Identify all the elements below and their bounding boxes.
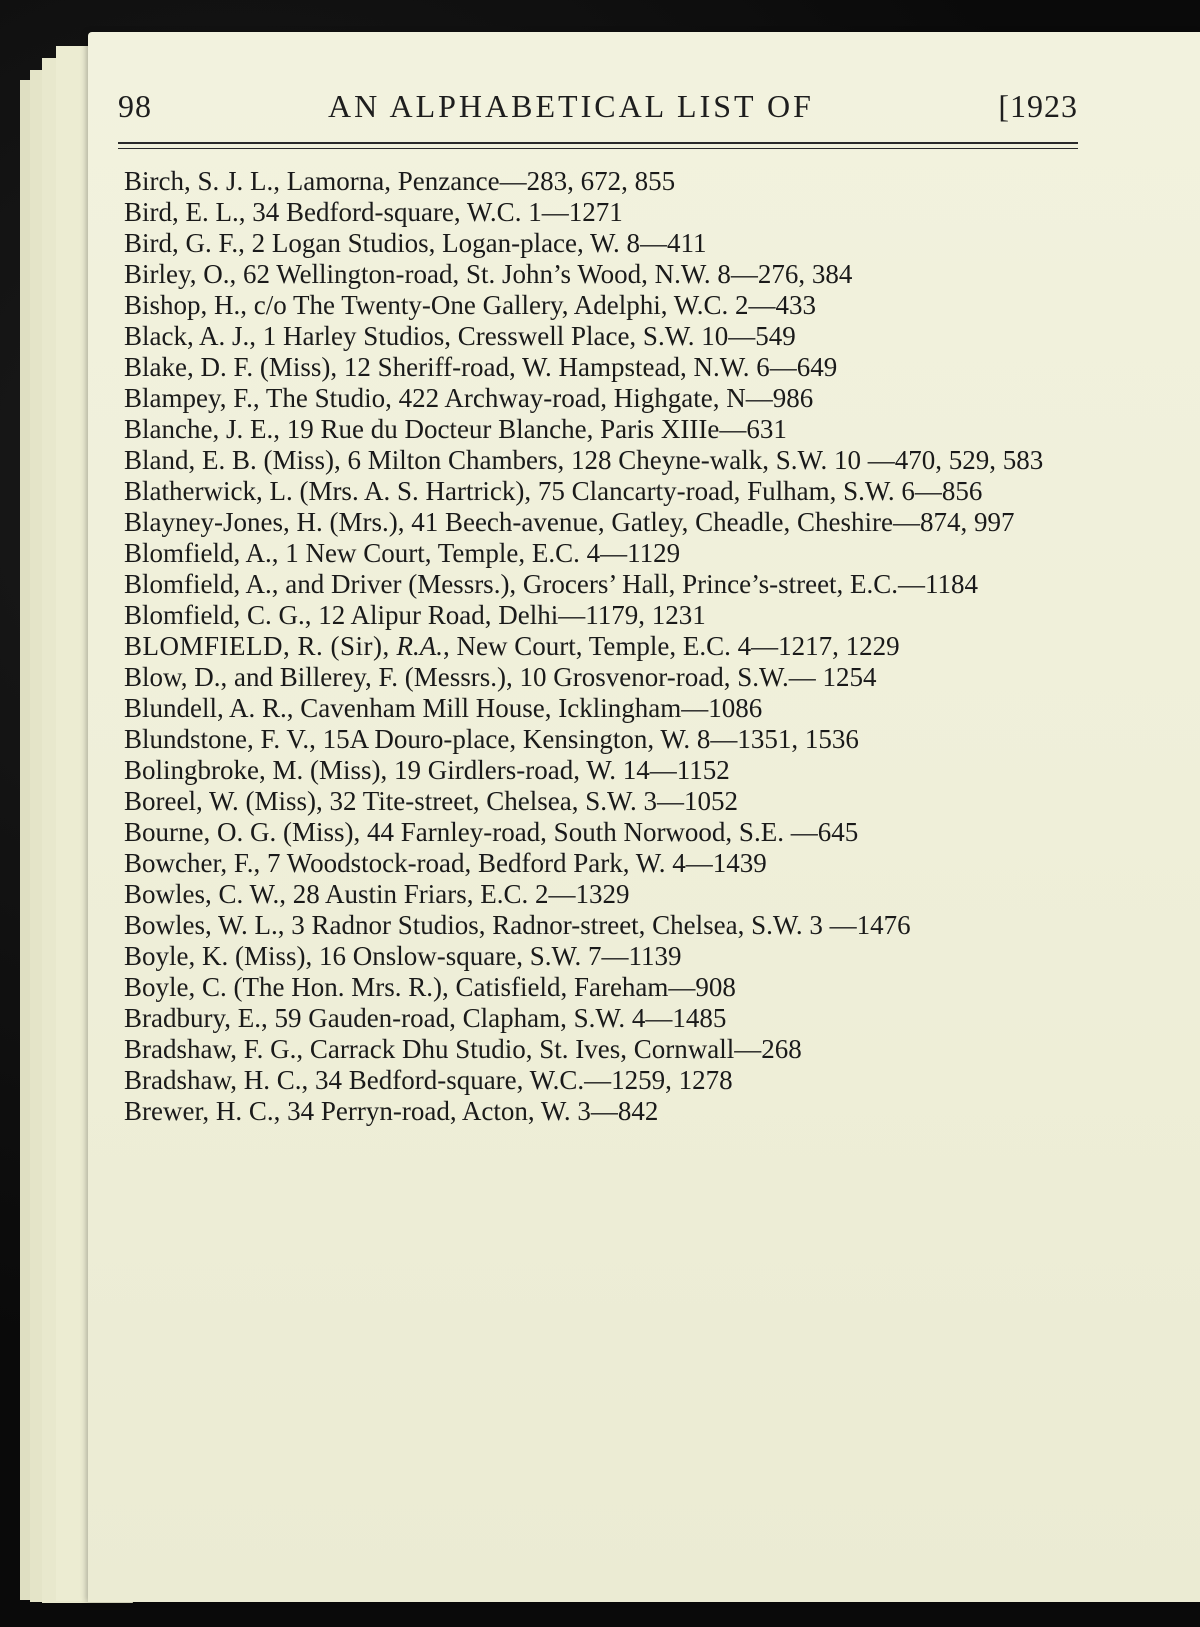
- list-item: Bradshaw, H. C., 34 Bedford-square, W.C.—1259, 1278: [124, 1065, 733, 1095]
- list-item: Boyle, K. (Miss), 16 Onslow-square, S.W. 7—1139: [124, 941, 682, 971]
- list-item: Blomfield, A., and Driver (Messrs.), Grocers’ Hall, Prince’s-street, E.C.—1184: [124, 569, 979, 599]
- list-item: Blake, D. F. (Miss), 12 Sheriff-road, W. Hampstead, N.W. 6—649: [124, 352, 838, 382]
- list-item: Bowles, C. W., 28 Austin Friars, E.C. 2—1329: [124, 879, 630, 909]
- list-item: Bland, E. B. (Miss), 6 Milton Chambers, 128 Cheyne-walk, S.W. 10 —470, 529, 583: [124, 445, 1044, 475]
- list-item: Bird, G. F., 2 Logan Studios, Logan-place, W. 8—411: [124, 228, 707, 258]
- list-item: Bradbury, E., 59 Gauden-road, Clapham, S.W. 4—1485: [124, 1003, 727, 1033]
- list-item: Brewer, H. C., 34 Perryn-road, Acton, W. 3—842: [124, 1096, 659, 1126]
- list-item: Bradshaw, F. G., Carrack Dhu Studio, St. Ives, Cornwall—268: [124, 1034, 802, 1064]
- list-item: Bird, E. L., 34 Bedford-square, W.C. 1—1271: [124, 197, 623, 227]
- list-item: Blomfield, C. G., 12 Alipur Road, Delhi—1179, 1231: [124, 600, 706, 630]
- list-item: Birley, O., 62 Wellington-road, St. John’s Wood, N.W. 8—276, 384: [124, 259, 853, 289]
- list-item: Blundell, A. R., Cavenham Mill House, Icklingham—1086: [124, 693, 763, 723]
- list-item: Blayney-Jones, H. (Mrs.), 41 Beech-avenue, Gatley, Cheadle, Cheshire—874, 997: [124, 507, 1015, 537]
- entry-address: , New Court, Temple, E.C. 4—1217, 1229: [443, 631, 900, 661]
- entry-title: R.A.: [396, 631, 443, 661]
- list-item: Boyle, C. (The Hon. Mrs. R.), Catisfield, Fareham—908: [124, 972, 736, 1002]
- list-item: Black, A. J., 1 Harley Studios, Cresswell Place, S.W. 10—549: [124, 321, 796, 351]
- entry-list: [124, 166, 1084, 1127]
- list-item: Blatherwick, L. (Mrs. A. S. Hartrick), 75 Clancarty-road, Fulham, S.W. 6—856: [124, 476, 983, 506]
- list-item: Blampey, F., The Studio, 422 Archway-road, Highgate, N—986: [124, 383, 814, 413]
- header-rule: [118, 148, 1078, 149]
- running-header: [118, 88, 1078, 138]
- list-item: Bourne, O. G. (Miss), 44 Farnley-road, South Norwood, S.E. —645: [124, 817, 859, 847]
- page-number: 98: [118, 88, 152, 124]
- list-item: Bowcher, F., 7 Woodstock-road, Bedford Park, W. 4—1439: [124, 848, 767, 878]
- list-item: Blow, D., and Billerey, F. (Messrs.), 10 Grosvenor-road, S.W.— 1254: [124, 662, 877, 692]
- list-item: Blomfield, A., 1 New Court, Temple, E.C. 4—1129: [124, 538, 681, 568]
- running-title: AN ALPHABETICAL LIST OF: [328, 88, 814, 124]
- list-item: Blanche, J. E., 19 Rue du Docteur Blanche, Paris XIIIe—631: [124, 414, 787, 444]
- year-marker: [1923: [998, 88, 1078, 124]
- list-item-special: [124, 631, 1084, 662]
- header-rule: [118, 142, 1078, 144]
- list-item: Bolingbroke, M. (Miss), 19 Girdlers-road, W. 14—1152: [124, 755, 730, 785]
- list-item: Bishop, H., c/o The Twenty-One Gallery, Adelphi, W.C. 2—433: [124, 290, 817, 320]
- entry-name: BLOMFIELD, R. (Sir),: [124, 631, 390, 661]
- list-item: Blundstone, F. V., 15A Douro-place, Kensington, W. 8—1351, 1536: [124, 724, 859, 754]
- list-item: Boreel, W. (Miss), 32 Tite-street, Chelsea, S.W. 3—1052: [124, 786, 738, 816]
- list-item: Birch, S. J. L., Lamorna, Penzance—283, 672, 855: [124, 166, 676, 196]
- list-item: Bowles, W. L., 3 Radnor Studios, Radnor-street, Chelsea, S.W. 3 —1476: [124, 910, 911, 940]
